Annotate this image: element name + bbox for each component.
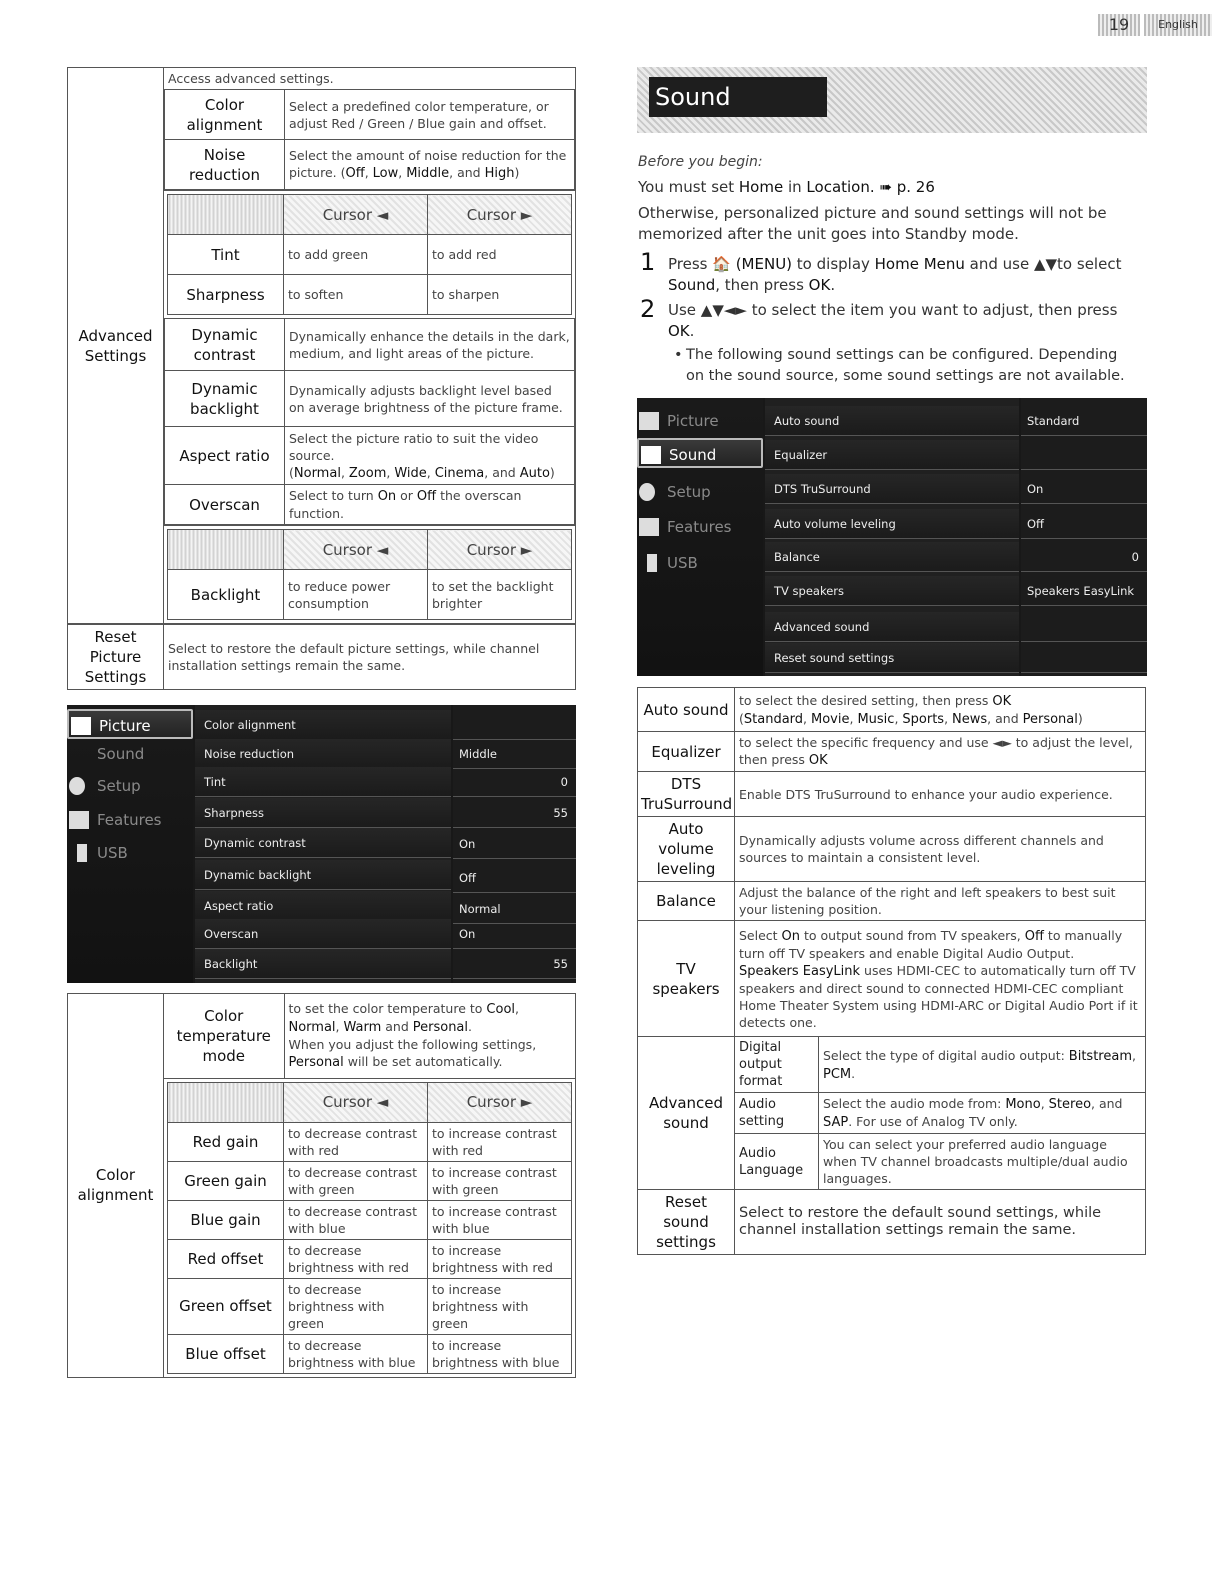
color-temp-desc: to set the color temperature to Cool, Normal, Warm and Personal. When you adjust the following settings, Personal will be set automatically. — [284, 994, 575, 1078]
menu-value: 0 — [453, 767, 576, 797]
intro-line: You must set Home in Location. ➠ p. 26 — [638, 178, 935, 196]
side-item-usb[interactable]: USB — [67, 838, 193, 868]
digital-output-desc: Select the type of digital audio output: Bitstream, PCM. — [819, 1037, 1146, 1093]
usb-icon — [77, 844, 87, 862]
green-offset-left: to decrease brightness with green — [284, 1278, 428, 1334]
menu-value: Normal — [453, 894, 576, 924]
side-item-features[interactable]: Features — [67, 805, 193, 835]
menu-value: Middle — [453, 739, 576, 769]
cursor-right-header-2: Cursor ► — [428, 530, 572, 570]
overscan-label: Overscan — [165, 485, 285, 525]
red-offset-label: Red offset — [168, 1239, 284, 1278]
picture-icon — [71, 717, 91, 735]
red-gain-label: Red gain — [168, 1122, 284, 1161]
blue-gain-label: Blue gain — [168, 1200, 284, 1239]
picture-icon — [639, 412, 659, 430]
bullet-dot: • — [674, 347, 683, 363]
menu-row[interactable]: Balance — [765, 542, 1019, 572]
menu-row[interactable]: Sharpness — [195, 798, 451, 828]
picture-menu-items — [195, 705, 451, 983]
menu-value: Speakers EasyLink — [1021, 576, 1147, 606]
menu-row[interactable]: Equalizer — [765, 440, 1019, 470]
features-icon — [639, 518, 659, 536]
green-gain-left: to decrease contrast with green — [284, 1161, 428, 1200]
tint-label: Tint — [168, 235, 284, 275]
setup-icon — [69, 777, 85, 795]
menu-value — [1021, 643, 1147, 673]
sharpness-right: to sharpen — [428, 275, 572, 315]
cursor-header-blank-3 — [168, 1082, 284, 1122]
reset-picture-label: Reset Picture Settings — [68, 625, 164, 690]
menu-value: 0 — [1021, 542, 1147, 572]
home-icon: 🏠 — [712, 255, 731, 273]
features-icon — [69, 811, 89, 829]
blue-offset-label: Blue offset — [168, 1334, 284, 1373]
equalizer-label: Equalizer — [638, 732, 735, 772]
aspect-ratio-desc: Select the picture ratio to suit the video source. (Normal, Zoom, Wide, Cinema, and Auto) — [285, 427, 575, 485]
advanced-settings-table — [67, 67, 576, 624]
blue-gain-right: to increase contrast with blue — [428, 1200, 572, 1239]
menu-value: On — [1021, 474, 1147, 504]
menu-row[interactable]: Color alignment — [195, 710, 451, 740]
menu-value: Off — [453, 863, 576, 893]
intro-note: Otherwise, personalized picture and sound settings will not be memorized after the unit goes into Standby mode. — [638, 204, 1107, 243]
red-gain-left: to decrease contrast with red — [284, 1122, 428, 1161]
menu-value: On — [453, 919, 576, 949]
noise-reduction-desc: Select the amount of noise reduction for the picture. (Off, Low, Middle, and High) — [285, 140, 575, 190]
menu-row[interactable]: Reset sound settings — [765, 643, 1019, 673]
audio-setting-label: Audio setting — [735, 1093, 819, 1134]
red-offset-left: to decrease brightness with red — [284, 1239, 428, 1278]
cursor-left-header-2: Cursor ◄ — [284, 530, 428, 570]
tv-speakers-desc: Select On to output sound from TV speakers, Off to manually turn off TV speakers and enable Digital Audio Output. Speakers EasyLink uses HDMI-CEC to automatically turn off TV speakers and direct sound to connected HDMI-CEC compliant Home Theater System using HDMI-ARC or Digital Audio Port if it detects one. — [735, 921, 1146, 1037]
side-item-sound[interactable]: Sound — [97, 745, 145, 763]
dynamic-backlight-desc: Dynamically adjusts backlight level based on average brightness of the picture frame. — [285, 371, 575, 427]
picture-menu-values — [453, 705, 576, 983]
sound-menu-values — [1021, 398, 1147, 676]
green-offset-right: to increase brightness with green — [428, 1278, 572, 1334]
green-gain-right: to increase contrast with green — [428, 1161, 572, 1200]
menu-value: Standard — [1021, 406, 1147, 436]
tv-speakers-label: TV speakers — [638, 921, 735, 1037]
menu-value — [1021, 440, 1147, 470]
auto-sound-desc: to select the desired setting, then press OK (Standard, Movie, Music, Sports, News, and Personal) — [735, 688, 1146, 732]
setup-icon — [639, 483, 655, 501]
side-item-picture[interactable]: Picture — [637, 406, 763, 436]
audio-setting-desc: Select the audio mode from: Mono, Stereo, and SAP. For use of Analog TV only. — [819, 1093, 1146, 1134]
usb-icon — [647, 554, 657, 572]
menu-row[interactable]: Auto sound — [765, 406, 1019, 436]
aspect-ratio-label: Aspect ratio — [165, 427, 285, 485]
dts-desc: Enable DTS TruSurround to enhance your audio experience. — [735, 772, 1146, 817]
menu-row[interactable]: Aspect ratio — [195, 891, 451, 921]
dynamic-contrast-desc: Dynamically enhance the details in the dark, medium, and light areas of the picture. — [285, 319, 575, 371]
overscan-desc: Select to turn On or Off the overscan function. — [285, 485, 575, 525]
dts-label: DTS TruSurround — [638, 772, 735, 817]
balance-label: Balance — [638, 882, 735, 921]
side-item-setup[interactable]: Setup — [637, 477, 763, 507]
menu-row[interactable]: Noise reduction — [195, 739, 451, 769]
step-2-text: Use ▲▼◄► to select the item you want to adjust, then press OK. — [668, 301, 1118, 340]
sharpness-left: to soften — [284, 275, 428, 315]
color-alignment-label: Color alignment — [165, 90, 285, 140]
tint-right: to add red — [428, 235, 572, 275]
reset-picture-table — [67, 624, 576, 690]
digital-output-label: Digital output format — [735, 1037, 819, 1093]
sound-title-bar — [637, 67, 1147, 133]
step-2-bullet: • The following sound settings can be configured. Depending on the sound source, some sound settings are not available. — [674, 347, 1125, 384]
cursor-header-blank-2 — [168, 530, 284, 570]
sound-menu-sidebar — [637, 398, 763, 676]
side-item-usb[interactable]: USB — [637, 548, 763, 578]
avl-desc: Dynamically adjusts volume across different channels and sources to maintain a consistent level. — [735, 817, 1146, 882]
reset-picture-desc: Select to restore the default picture settings, while channel installation settings remain the same. — [164, 625, 576, 690]
cursor-right-header: Cursor ► — [428, 195, 572, 235]
red-offset-right: to increase brightness with red — [428, 1239, 572, 1278]
noise-reduction-label: Noise reduction — [165, 140, 285, 190]
menu-value — [1021, 612, 1147, 642]
color-alignment-table — [67, 993, 576, 1378]
cursor-left-header-3: Cursor ◄ — [284, 1082, 428, 1122]
advanced-settings-label: Advanced Settings — [68, 68, 164, 624]
sound-icon — [641, 446, 661, 464]
color-temp-label: Color temperature mode — [164, 994, 284, 1078]
side-item-setup[interactable]: Setup — [67, 771, 193, 801]
sound-menu-screenshot — [637, 398, 1147, 676]
menu-row[interactable]: Backlight — [195, 949, 451, 979]
step-1-text: Press 🏠 (MENU) to display Home Menu and use ▲▼to select Sound, then press OK. — [668, 255, 1122, 294]
audio-language-label: Audio Language — [735, 1134, 819, 1190]
menu-row[interactable]: TV speakers — [765, 576, 1019, 606]
tint-left: to add green — [284, 235, 428, 275]
advanced-sound-label: Advanced sound — [638, 1037, 735, 1190]
backlight-left: to reduce power consumption — [284, 570, 428, 620]
backlight-label: Backlight — [168, 570, 284, 620]
avl-label: Auto volume leveling — [638, 817, 735, 882]
step-2-number: 2 — [640, 295, 656, 323]
equalizer-desc: to select the specific frequency and use ◄► to adjust the level, then press OK — [735, 732, 1146, 772]
balance-desc: Adjust the balance of the right and left speakers to best suit your listening position. — [735, 882, 1146, 921]
menu-row[interactable]: Tint — [195, 767, 451, 797]
blue-gain-left: to decrease contrast with blue — [284, 1200, 428, 1239]
auto-sound-label: Auto sound — [638, 688, 735, 732]
backlight-right: to set the backlight brighter — [428, 570, 572, 620]
reset-sound-desc: Select to restore the default sound settings, while channel installation settings remain the same. — [735, 1190, 1146, 1255]
menu-value: Off — [1021, 509, 1147, 539]
dynamic-backlight-label: Dynamic backlight — [165, 371, 285, 427]
advanced-intro: Access advanced settings. Color alignment Select a predefined color temperature, or adjust Red / Green / Blue gain and offset. Noise reduction Select the amount of noise reduction for the picture. (Off, Low, Middle, and High) Cursor ◄ Cursor ► Tint to add green to add red Sharpness to soften to sharpen Dynamic contrast Dynamically enhance the details in the dark, medium, and light areas of the picture. Dynamic backlight Dynamically adjusts backlight level based on average brightness of the picture frame. Aspect ratio Select the picture ratio to suit the video source. (Normal, Zoom, Wide, Cinema, and Auto) Overscan Select to turn On or Off the overscan function. Cursor ◄ Cursor ► Backlight to reduce power consumption to set the backlight brighter — [164, 68, 576, 624]
red-gain-right: to increase contrast with red — [428, 1122, 572, 1161]
menu-row[interactable]: Dynamic contrast — [195, 828, 451, 858]
menu-row[interactable]: Overscan — [195, 919, 451, 949]
step-1-number: 1 — [640, 248, 656, 276]
menu-row[interactable]: DTS TruSurround — [765, 474, 1019, 504]
menu-row[interactable]: Dynamic backlight — [195, 860, 451, 890]
menu-value: On — [453, 829, 576, 859]
side-item-sound[interactable]: Sound — [637, 438, 763, 468]
sound-title: Sound — [649, 77, 827, 117]
side-item-features[interactable]: Features — [637, 512, 763, 542]
green-offset-label: Green offset — [168, 1278, 284, 1334]
before-you-begin: Before you begin: — [638, 154, 763, 170]
sharpness-label: Sharpness — [168, 275, 284, 315]
menu-value — [453, 710, 576, 740]
sound-settings-table — [637, 687, 1146, 1255]
menu-value: 55 — [453, 949, 576, 979]
cursor-header-blank — [168, 195, 284, 235]
language-tab: English — [1144, 14, 1212, 36]
color-alignment-desc: Select a predefined color temperature, or adjust Red / Green / Blue gain and offset. — [285, 90, 575, 140]
dynamic-contrast-label: Dynamic contrast — [165, 319, 285, 371]
cursor-left-header: Cursor ◄ — [284, 195, 428, 235]
blue-offset-right: to increase brightness with blue — [428, 1334, 572, 1373]
reset-sound-label: Reset sound settings — [638, 1190, 735, 1255]
picture-menu-sidebar — [67, 705, 193, 983]
blue-offset-left: to decrease brightness with blue — [284, 1334, 428, 1373]
menu-row[interactable]: Auto volume leveling — [765, 509, 1019, 539]
color-alignment-section-label: Color alignment — [68, 994, 164, 1378]
sound-menu-items — [765, 398, 1019, 676]
menu-row[interactable]: Advanced sound — [765, 612, 1019, 642]
green-gain-label: Green gain — [168, 1161, 284, 1200]
menu-value: 55 — [453, 798, 576, 828]
audio-language-desc: You can select your preferred audio language when TV channel broadcasts multiple/dual audio languages. — [819, 1134, 1146, 1190]
side-item-picture[interactable]: Picture — [67, 709, 193, 739]
picture-menu-screenshot — [67, 705, 576, 983]
page-number: 19 — [1098, 14, 1140, 36]
cursor-right-header-3: Cursor ► — [428, 1082, 572, 1122]
